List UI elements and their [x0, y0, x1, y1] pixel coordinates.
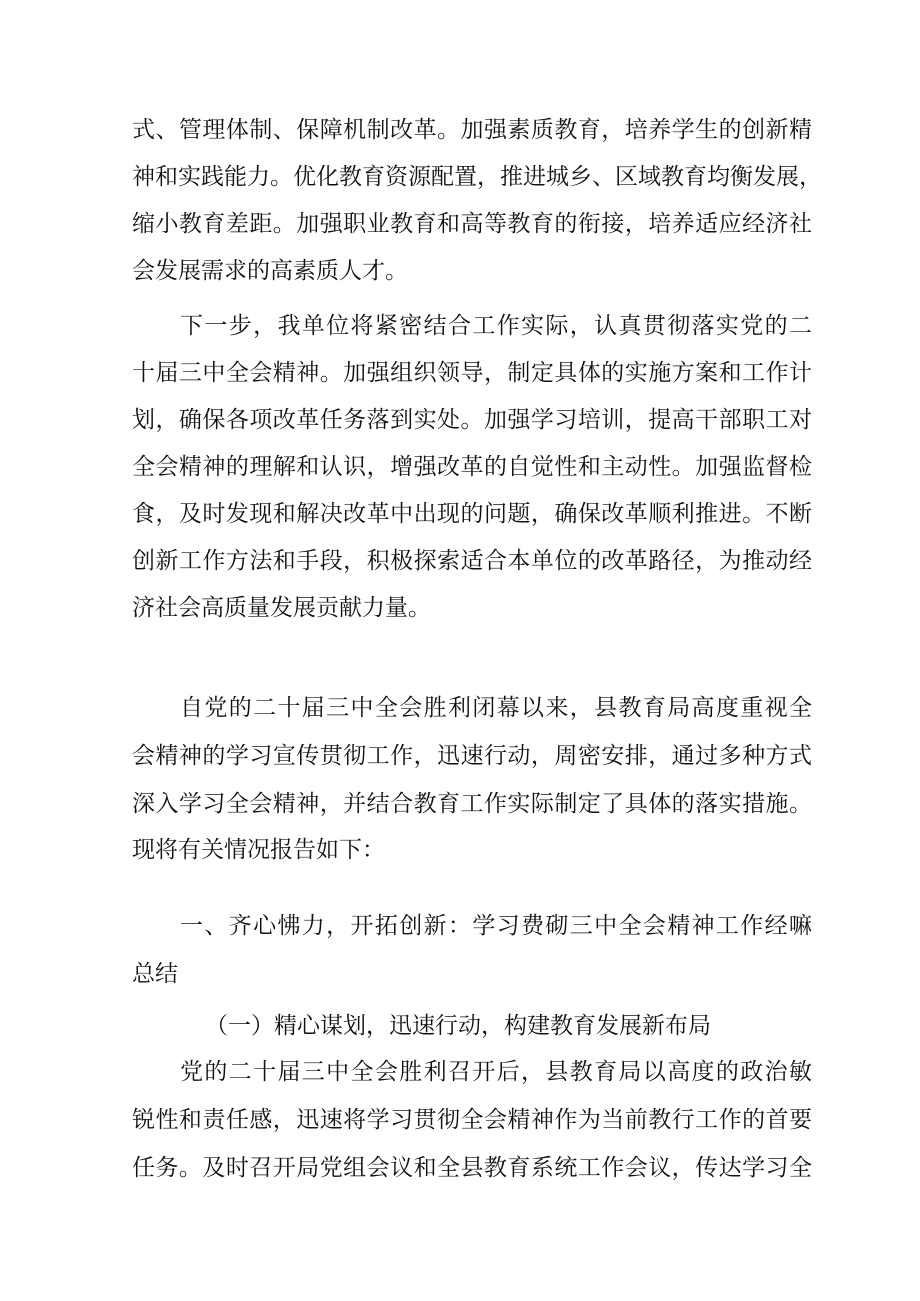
paragraph-2-line-4: 全会精神的理解和认识，增强改革的自觉性和主动性。加强监督检: [132, 454, 812, 480]
paragraph-3-line-4: 现将有关情况报告如下：: [132, 837, 385, 863]
paragraph-3-line-1: 自党的二十届三中全会胜利闭幕以来，县教育局高度重视全: [180, 695, 812, 721]
paragraph-2-line-1: 下一步，我单位将紧密结合工作实际，认真贯彻落实党的二: [180, 313, 812, 339]
paragraph-2-line-5: 食，及时发现和解决改革中出现的问题，确保改革顺利推进。不断: [132, 501, 812, 527]
paragraph-1-line-2: 神和实践能力。优化教育资源配置，推进城乡、区域教育均衡发展，: [132, 164, 822, 190]
paragraph-2-line-3: 划，确保各项改革任务落到实处。加强学习培训，提高干部职工对: [132, 407, 812, 433]
paragraph-1-line-3: 缩小教育差距。加强职业教育和高等教育的衔接，培养适应经济社: [132, 211, 812, 237]
paragraph-3-line-2: 会精神的学习宣传贯彻工作，迅速行动，周密安排，通过多种方式: [132, 743, 812, 769]
section-heading-line-1: 一、齐心怫力，开拓创新：学习费砌三中全会精神工作经嘛: [180, 913, 812, 939]
paragraph-4-line-3: 任务。及时召开局党组会议和全县教育系统工作会议，传达学习全: [132, 1155, 812, 1181]
paragraph-1-line-4: 会发展需求的高素质人才。: [132, 258, 408, 284]
paragraph-4-line-2: 锐性和责任感，迅速将学习贯彻全会精神作为当前教行工作的首要: [132, 1107, 812, 1133]
paragraph-3-line-3: 深入学习全会精神，并结合教育工作实际制定了具体的落实措施。: [132, 791, 812, 817]
paragraph-2-line-7: 济社会高质量发展贡献力量。: [132, 595, 431, 621]
section-heading-line-2: 总结: [132, 961, 178, 987]
subsection-heading: （一）精心谋划，迅速行动，构建教育发展新布局: [205, 1013, 711, 1039]
paragraph-2-line-6: 创新工作方法和手段，积极探索适合本单位的改革路径，为推动经: [132, 548, 812, 574]
paragraph-2-line-2: 十届三中全会精神。加强组织领导，制定具体的实施方案和工作计: [132, 360, 812, 386]
paragraph-4-line-1: 党的二十届三中全会胜利召开后，县教育局以高度的政治敏: [180, 1059, 812, 1085]
paragraph-1-line-1: 式、管理体制、保障机制改革。加强素质教育，培养学生的创新精: [132, 117, 812, 143]
